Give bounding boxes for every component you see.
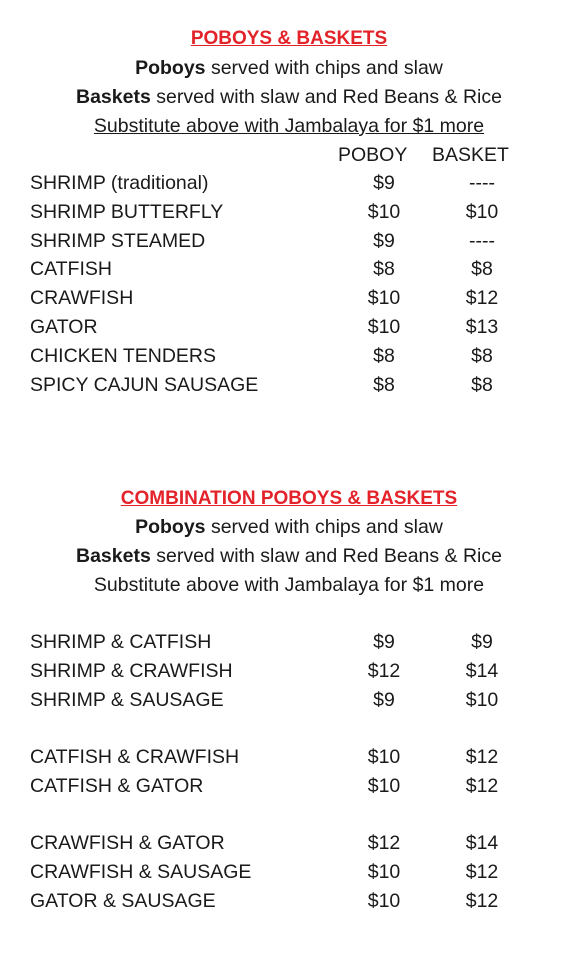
baskets-note-text: served with slaw and Red Beans & Rice	[150, 86, 502, 108]
poboy-price: $12	[367, 832, 401, 854]
poboys-note-text: served with chips and slaw	[205, 516, 443, 538]
item-name: SHRIMP (traditional)	[30, 172, 209, 194]
item-name: SHRIMP & SAUSAGE	[30, 688, 224, 711]
section1-basket-note	[0, 86, 578, 109]
menu-row	[0, 631, 578, 659]
basket-price: $10	[465, 688, 499, 711]
poboy-price: $10	[367, 316, 401, 338]
menu-row	[0, 775, 578, 803]
menu-row	[0, 345, 578, 373]
poboy-price: $9	[373, 229, 395, 252]
menu-row	[0, 861, 578, 889]
item-name: CATFISH & GATOR	[30, 774, 204, 797]
item-name: SHRIMP STEAMED	[30, 229, 206, 252]
col-header-basket: BASKET	[432, 144, 509, 166]
poboy-price: $8	[373, 258, 395, 281]
section2-basket-note	[0, 545, 578, 568]
poboy-price: $9	[373, 172, 395, 194]
menu-row	[0, 287, 578, 315]
basket-price: $8	[471, 344, 493, 367]
basket-price: $14	[465, 659, 499, 682]
item-name: CRAWFISH & GATOR	[30, 832, 225, 854]
baskets-label: Baskets	[76, 86, 151, 108]
poboy-price: $9	[373, 631, 395, 653]
menu-row	[0, 230, 578, 258]
section2-title: COMBINATION POBOYS & BASKETS	[120, 488, 458, 509]
menu-row	[0, 258, 578, 286]
poboy-price: $8	[373, 373, 395, 396]
poboy-price: $12	[367, 659, 401, 682]
item-name: CRAWFISH	[30, 287, 134, 310]
poboy-price: $10	[367, 746, 401, 768]
poboys-label: Poboys	[135, 516, 206, 538]
poboy-price: $10	[367, 860, 401, 883]
menu-row	[0, 201, 578, 229]
poboy-price: $8	[373, 344, 395, 367]
item-name: SHRIMP BUTTERFLY	[30, 200, 224, 223]
basket-price: $12	[465, 889, 499, 912]
menu-row	[0, 890, 578, 918]
basket-price: $8	[471, 258, 493, 281]
item-name: GATOR	[30, 316, 98, 338]
menu-row	[0, 832, 578, 860]
basket-price: ----	[469, 229, 495, 252]
section1-title: POBOYS & BASKETS	[190, 28, 388, 49]
poboy-price: $9	[373, 688, 395, 711]
poboy-price: $10	[367, 774, 401, 797]
menu-row	[0, 689, 578, 717]
menu-row	[0, 172, 578, 200]
basket-price: $12	[465, 287, 499, 310]
basket-price: ----	[469, 172, 495, 194]
basket-price: $13	[465, 316, 499, 338]
item-name: CHICKEN TENDERS	[30, 344, 217, 367]
basket-price: $12	[465, 860, 499, 883]
menu-row	[0, 374, 578, 402]
basket-price: $12	[465, 746, 499, 768]
baskets-note-text: served with slaw and Red Beans & Rice	[150, 545, 502, 567]
poboys-note-text: served with chips and slaw	[205, 57, 443, 79]
item-name: CRAWFISH & SAUSAGE	[30, 860, 252, 883]
item-name: GATOR & SAUSAGE	[30, 889, 216, 912]
poboy-price: $10	[367, 889, 401, 912]
basket-price: $9	[471, 631, 493, 653]
basket-price: $10	[465, 200, 499, 223]
poboy-price: $10	[367, 287, 401, 310]
poboys-label: Poboys	[135, 57, 206, 79]
poboy-price: $10	[367, 200, 401, 223]
basket-price: $12	[465, 774, 499, 797]
section1-substitute-note: Substitute above with Jambalaya for $1 more	[93, 115, 485, 137]
col-header-poboy: POBOY	[338, 144, 408, 166]
baskets-label: Baskets	[76, 545, 151, 567]
section2-poboy-note	[0, 516, 578, 539]
item-name: CATFISH & CRAWFISH	[30, 746, 240, 768]
item-name: SHRIMP & CATFISH	[30, 631, 212, 653]
menu-row	[0, 660, 578, 688]
section2-substitute-note: Substitute above with Jambalaya for $1 more	[93, 574, 485, 596]
section1-poboy-note	[0, 57, 578, 80]
item-name: SHRIMP & CRAWFISH	[30, 659, 233, 682]
basket-price: $8	[471, 373, 493, 396]
item-name: SPICY CAJUN SAUSAGE	[30, 373, 259, 396]
basket-price: $14	[465, 832, 499, 854]
menu-row	[0, 316, 578, 344]
menu-row	[0, 746, 578, 774]
item-name: CATFISH	[30, 258, 112, 281]
